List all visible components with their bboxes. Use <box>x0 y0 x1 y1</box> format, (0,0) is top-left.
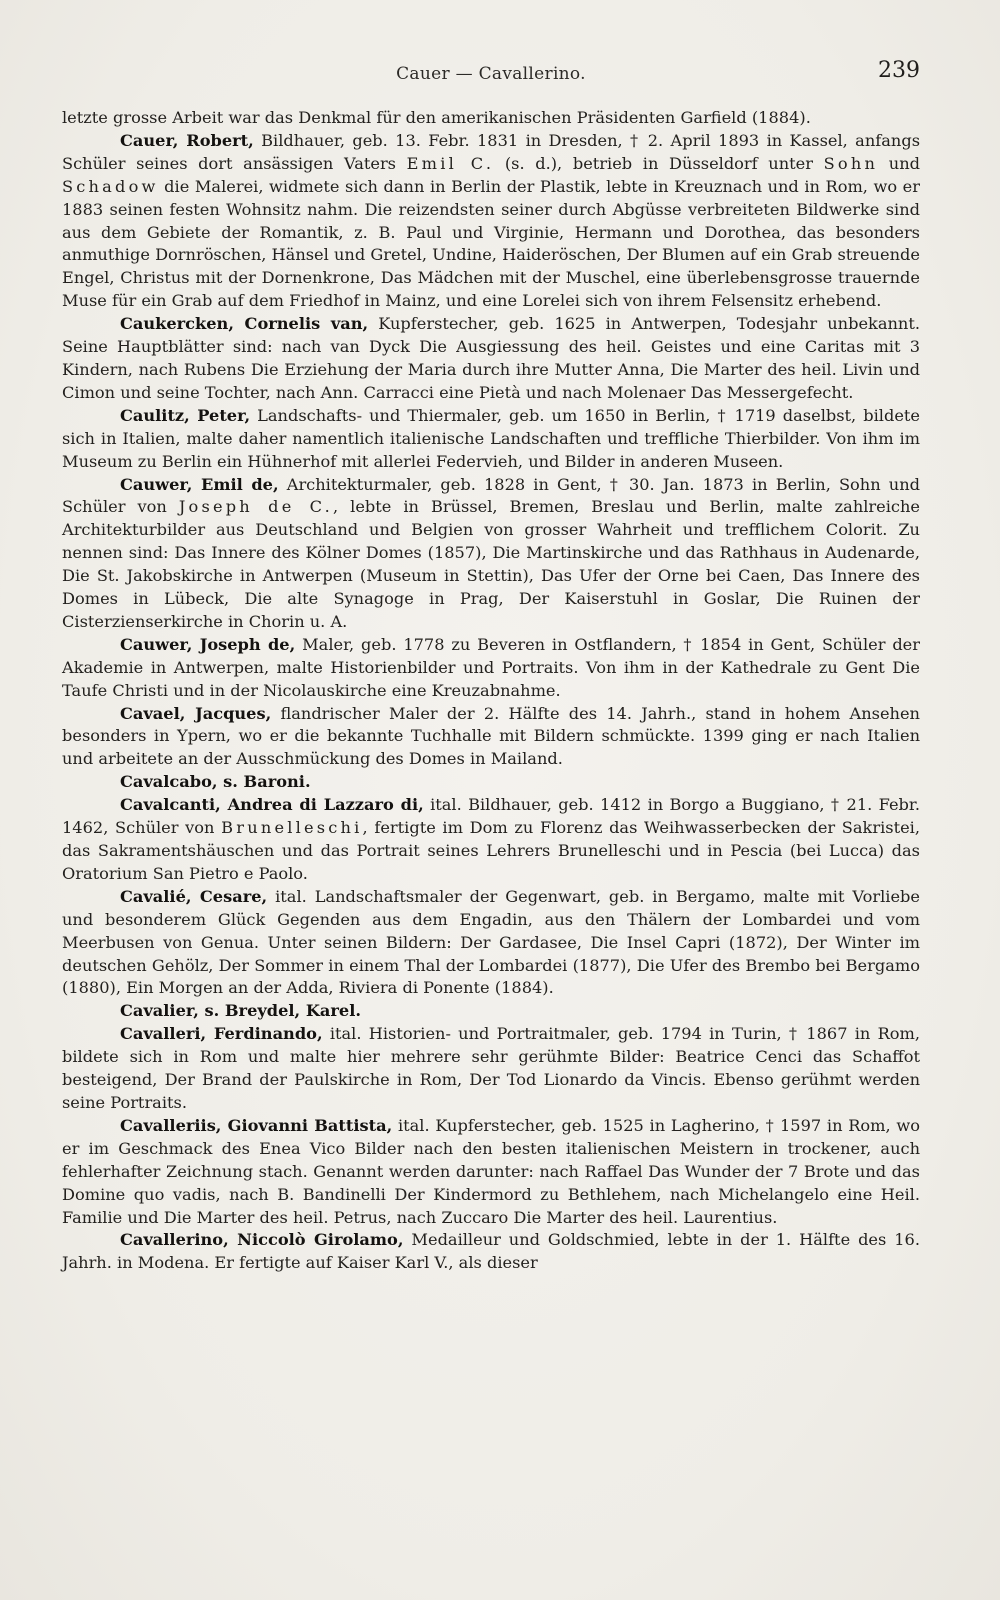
entry-cavalleriis <box>62 1115 920 1230</box>
entry-text: die Malerei, widmete sich dann in Berlin der Plastik, lebte in Kreuznach und in Rom, wo er 1883 seinen festen Wohnsitz nahm. Die reizendsten seiner durch Abgüsse verbreiteten Bildwerke sind aus dem Gebiete der Romantik, z. B. Paul und Virginie, Hermann und Dorothea, das besonders anmuthige Dornröschen, Hänsel und Gretel, Undine, Haideröschen, Der Blumen auf ein Grab streuende Engel, Christus mit der Dornenkrone, Das Mädchen mit der Muschel, eine überlebensgrosse trauernde Muse für ein Grab auf dem Friedhof in Mainz, und eine Lorelei sich von ihrem Felsensitz erhebend. <box>62 176 920 311</box>
entry-headword: Caukercken, Cornelis van, <box>120 314 369 334</box>
entry-cont-prev <box>62 107 920 130</box>
entry-headword: Cauwer, Emil de, <box>120 474 279 494</box>
entry-text: , lebte in Brüssel, Bremen, Breslau und Berlin, malte zahlreiche Architekturbilder aus Deutschland und Belgien von grosser Wahrheit und trefflichem Colorit. Zu nennen sind: Das Innere des Kölner Domes (1857), Die Martinskirche und das Rathhaus in Audenarde, Die St. Jakobskirche in Antwerpen (Museum in Stettin), Das Ufer der Orne bei Caen, Das Innere des Domes in Lübeck, Die alte Synagoge in Prag, Der Kaiserstuhl in Goslar, Die Ruinen der Cisterzienserkirche in Chorin u. A. <box>62 497 920 631</box>
entry-text: Kupferstecher, geb. 1625 in Antwerpen, Todesjahr unbekannt. Seine Hauptblätter sind: nach van Dyck Die Ausgiessung des heil. Geistes und eine Caritas mit 3 Kindern, nach Rubens Die Erziehung der Maria durch ihre Mutter Anna, Die Marter des heil. Livin und Cimon und seine Tochter, nach Ann. Carracci eine Pietà und nach Molenaer Das Messergefecht. <box>62 314 920 402</box>
entry-spaced-name: Sohn <box>823 153 879 173</box>
entry-headword: Cavallerino, Niccolò Girolamo, <box>120 1230 404 1250</box>
entry-text: ital. Bildhauer, geb. 1412 in Borgo a Buggiano, † 21. Febr. 1462, Schüler von <box>62 795 920 838</box>
dictionary-entries <box>62 107 920 1275</box>
entry-spaced-name: Joseph de C. <box>178 497 334 517</box>
entry-headword: Cauwer, Joseph de, <box>120 634 296 654</box>
entry-text: Medailleur und Goldschmied, lebte in der 1. Hälfte des 16. Jahrh. in Modena. Er fertigte auf Kaiser Karl V., als dieser <box>62 1230 920 1273</box>
running-head-title: Cauer — Cavallerino. <box>396 64 586 84</box>
entry-text: ital. Historien- und Portraitmaler, geb. 1794 in Turin, † 1867 in Rom, bildete sich in Rom und malte hier mehrere sehr gerühmte Bilder: Beatrice Cenci das Schaffot besteigend, Der Brand der Paulskirche in Rom, Der Tod Lionardo da Vincis. Ebenso gerühmt werden seine Portraits. <box>62 1024 921 1112</box>
entry-cavalier <box>62 1000 920 1023</box>
entry-headword: Cavael, Jacques, <box>120 703 272 723</box>
entry-caulitz <box>62 405 920 474</box>
entry-headword: Cavalcanti, Andrea di Lazzaro di, <box>120 795 424 815</box>
entry-spaced-name: Schadow <box>62 176 159 196</box>
entry-cauwer-joseph <box>62 634 920 703</box>
entry-cauer-robert <box>62 130 920 313</box>
entry-headword: Cavalcabo, s. Baroni. <box>120 772 311 792</box>
entry-headword: Caulitz, Peter, <box>120 405 251 425</box>
entry-text: Maler, geb. 1778 zu Beveren in Ostflandern, † 1854 in Gent, Schüler der Akademie in Antwerpen, malte Historienbilder und Portraits. Von ihm in der Kathedrale zu Gent Die Taufe Christi und in der Nicolauskirche eine Kreuzabnahme. <box>62 634 921 700</box>
entry-cavael <box>62 703 920 772</box>
entry-text: , fertigte im Dom zu Florenz das Weihwasserbecken der Sakristei, das Sakramentshäuschen und das Portrait seines Lehrers Brunelleschi und in Pescia (bei Lucca) das Oratorium San Pietro e Paolo. <box>62 818 920 883</box>
entry-text: Architekturmaler, geb. 1828 in Gent, † 30. Jan. 1873 in Berlin, Sohn und Schüler von <box>62 474 920 517</box>
running-header <box>62 58 920 90</box>
entry-caukercken <box>62 313 920 405</box>
entry-text: letzte grosse Arbeit war das Denkmal für den amerikanischen Präsidenten Garfield (1884). <box>62 108 811 127</box>
entry-text: Bildhauer, geb. 13. Febr. 1831 in Dresden, † 2. April 1893 in Kassel, anfangs Schüler seines dort ansässigen Vaters <box>62 130 920 173</box>
entry-cavalleri <box>62 1023 920 1115</box>
entry-cavallerino <box>62 1229 920 1275</box>
entry-spaced-name: Emil C. <box>406 153 495 173</box>
entry-text: flandrischer Maler der 2. Hälfte des 14. Jahrh., stand in hohem Ansehen besonders in Ypern, wo er die bekannte Tuchhalle mit Bildern schmückte. 1399 ging er nach Italien und arbeitete an der Ausschmückung des Domes in Mailand. <box>62 703 920 769</box>
entry-cavalie <box>62 886 920 1001</box>
entry-cavalcanti <box>62 794 920 886</box>
entry-text: ital. Landschaftsmaler der Gegenwart, geb. in Bergamo, malte mit Vorliebe und besonderem Glück Gegenden aus dem Engadin, aus den Thälern der Lombardei und vom Meerbusen von Genua. Unter seinen Bildern: Der Gardasee, Die Insel Capri (1872), Der Winter im deutschen Gehölz, Der Sommer in einem Thal der Lombardei (1877), Die Ufer des Brembo bei Bergamo (1880), Ein Morgen an der Adda, Riviera di Ponente (1884). <box>62 886 920 998</box>
entry-cauwer-emil <box>62 474 920 634</box>
entry-spaced-name: Brunelleschi <box>221 818 363 838</box>
entry-headword: Cavalleri, Ferdinando, <box>120 1024 323 1044</box>
entry-text: und <box>878 153 921 173</box>
entry-headword: Cavalleriis, Giovanni Battista, <box>120 1115 393 1135</box>
entry-headword: Cavalier, s. Breydel, Karel. <box>120 1001 361 1021</box>
entry-headword: Cavalié, Cesare, <box>120 886 268 906</box>
entry-cavalcabo <box>62 771 920 794</box>
page-number: 239 <box>878 58 920 83</box>
entry-text: Landschafts- und Thiermaler, geb. um 1650 in Berlin, † 1719 daselbst, bildete sich in Italien, malte daher namentlich italienische Landschaften und treffliche Thierbilder. Von ihm im Museum zu Berlin ein Hühnerhof mit allerlei Federvieh, und Bilder in anderen Museen. <box>62 405 920 471</box>
entry-text: ital. Kupferstecher, geb. 1525 in Lagherino, † 1597 in Rom, wo er im Geschmack des Enea Vico Bilder nach den besten italienischen Meistern in trockener, auch fehlerhafter Zeichnung stach. Genannt werden darunter: nach Raffael Das Wunder der 7 Brote und das Domine quo vadis, nach B. Bandinelli Der Kindermord zu Bethlehem, nach Michelangelo eine Heil. Familie und Die Marter des heil. Petrus, nach Zuccaro Die Marter des heil. Laurentius. <box>62 1115 920 1227</box>
entry-text: (s. d.), betrieb in Düsseldorf unter <box>494 153 824 173</box>
entry-headword: Cauer, Robert, <box>120 130 254 150</box>
